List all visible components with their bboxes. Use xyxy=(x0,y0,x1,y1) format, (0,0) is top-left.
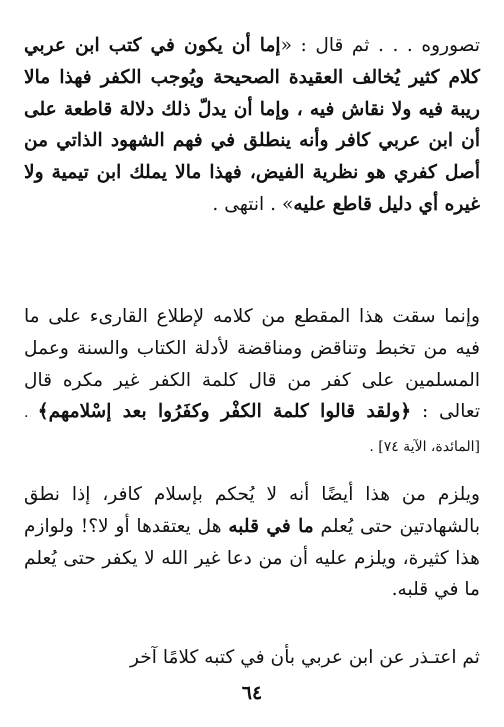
paragraph-commentary xyxy=(24,301,480,483)
paragraph-implication xyxy=(24,479,480,629)
implication-text-1: ويلزم من هذا أيضًا أنه لا يُحكم بإسلام كافر، إذا نطق بالشهادتين حتى يُعلم xyxy=(24,484,480,537)
commentary-text: وإنما سقت هذا المقطع من كلامه لإطلاع القارىء على ما فيه من تخبط وتناقض ومناقضة لأدلة الكتاب والسنة وعمل المسلمين على كفر من قال كلمة الكفر غير مكره قال تعالى : xyxy=(24,306,480,423)
verse-reference: . [المائدة، الآية ٧٤] . xyxy=(24,405,480,456)
quoted-passage: إما أن يكون في كتب ابن عربي كلام كثير يُخالف العقيدة الصحيحة ويُوجب الكفر فهذا مالا ريبة فيه ولا نقاش فيه ، وإما أن يدلّ ذلك دلالة قاطعة على أن ابن عربي كافر وأنه ينطلق في فهم الشهود الذاتي من أصل كفري هو نظرية الفيض، فهذا مالا يملك ابن تيمية ولا غيره أي دليل قاطع عليه xyxy=(24,35,480,215)
quran-verse: ﴿ولقد قالوا كلمة الكفْر وكفَرُوا بعد إسْلامهم﴾ xyxy=(37,401,412,423)
paragraph-lead: تصوروه . . . ثم قال : « xyxy=(280,35,480,56)
continuation-text: ثم اعتـذر عن ابن عربي بأن في كتبه كلامًا آخر xyxy=(130,647,480,668)
paragraph-tail: » . انتهى . xyxy=(212,193,294,215)
implication-text-2: هل يعتقدها أو لا؟! ولوازم هذا كثيرة، ويلزم عليه أن من دعا غير الله لا يكفر حتى يُعلم ما في قلبه. xyxy=(24,515,480,601)
page-number: ٦٤ xyxy=(241,682,263,704)
implication-bold: ما في قلبه xyxy=(228,515,314,537)
paragraph-quote xyxy=(24,30,480,292)
paragraph-continuation xyxy=(24,642,480,672)
